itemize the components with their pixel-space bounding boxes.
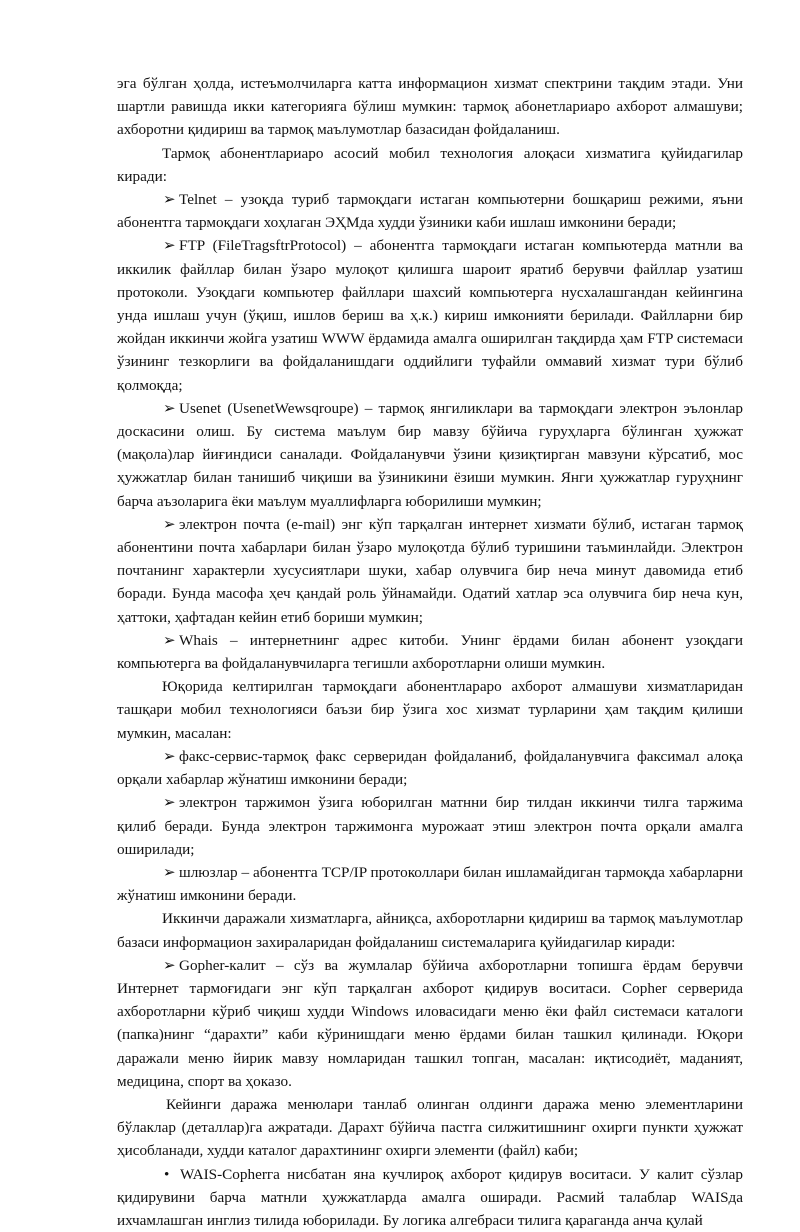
document-page [117, 72, 743, 1232]
bullet-text: Whais – интернетнинг адрес китоби. Унинг ёрдами билан абонент узоқдаги компьютерга ва фойдаланувчиларга тегишли ахборотларни олиши мумкин. [117, 631, 743, 673]
arrow-bullet-icon: ➢ [163, 863, 176, 881]
bullet-item [117, 629, 743, 675]
bullet-item [117, 745, 743, 791]
paragraph: Кейинги даража менюлари танлаб олинган олдинги даража меню элементларини бўлаклар (деталлар)га ажратади. Дарахт бўйича пастга силжитишнинг охирги пункти ҳужжат ҳисобланади, худди каталог дарахтининг охирги элементи (файл) каби; [117, 1095, 743, 1160]
arrow-bullet-icon: ➢ [163, 237, 176, 255]
dot-bullet-item [117, 1163, 743, 1232]
bullet-text: Gopher-калит – сўз ва жумлалар бўйича ахборотларни топишга ёрдам берувчи Интернет тармоғидаги энг кўп тарқалган ахборот қидирув воситаси. Copher серверида ахборотларни кўриб чиқиш худди Windows иловасидаги меню ёки файл системаси каталоги (папка)нинг “дарахти” каби кўринишдаги меню ёрдами билан ташкил қилинади. Юқори даражали меню йирик мавзу номларидан ташкил топган, масалан: иқтисодиёт, маданият, медицина, спорт ва ҳоказо. [117, 956, 743, 1090]
arrow-bullet-icon: ➢ [163, 191, 176, 209]
bullet-text: электрон таржимон ўзига юборилган матнни бир тилдан иккинчи тилга таржима қилиб беради. Бунда электрон таржимонга мурожаат этиш электрон почта орқали амалга оширилади; [117, 794, 743, 858]
paragraph: Иккинчи даражали хизматларга, айниқса, ахборотларни қидириш ва тармоқ маълумотлар базаси информацион захираларидан фойдаланиш системаларига қуйидагилар киради: [117, 910, 743, 951]
bullet-item [117, 954, 743, 1093]
arrow-bullet-icon: ➢ [163, 515, 176, 533]
arrow-bullet-icon: ➢ [163, 399, 176, 417]
paragraph: Юқорида келтирилган тармоқдаги абонентлараро ахборот алмашуви хизматларидан ташқари мобил технологияси баъзи бир ўзига хос хизмат турларини ҳам тақдим қилиши мумкин, масалан: [117, 678, 743, 742]
paragraph: Тармоқ абонентлариаро асосий мобил технология алоқаси хизматига қуйидагилар киради: [117, 144, 743, 185]
bullet-item [117, 234, 743, 396]
bullet-text: Telnet – узоқда туриб тармоқдаги истаган компьютерни бошқариш режими, яъни абонентга тармоқдаги хоҳлаган ЭҲМда худди ўзиники каби ишлаш имконини беради; [117, 191, 743, 232]
bullet-text: FTP (FileTragsftrProtocol) – абонентга тармоқдаги истаган компьютерда матнли ва иккилик файллар билан ўзаро мулоқот қилишга шароит яратиб берувчи файллар узатиш протоколи. Узоқдаги компьютер файллари шахсий компьютерга нусхалашгандан кейингина унда ишлаш учун (ўқиш, ишлов бериш ва ҳ.к.) кириш имконияти берилади. Файлларни бир жойдан иккинчи жойга узатиш WWW ёрдамида амалга оширилган тақдирда ҳам FTP системаси ўзининг тезкорлиги ва фойдаланишдаги оддийлиги туфайли оммавий хизмат тури бўлиб қолмоқда; [117, 237, 743, 394]
bullet-item [117, 397, 743, 513]
bullet-text: WAIS-Copherга нисбатан яна кучлироқ ахборот қидирув воситаси. У калит сўзлар қидирувини барча матнли ҳужжатларда амалга оширади. Расмий талаблар WAISда ихчамлашган инглиз тилида юборилади. Бу логика алгебраси тилига қараганда анча қулай [117, 1165, 743, 1229]
bullet-item [117, 513, 743, 629]
bullet-text: шлюзлар – абонентга TCP/IP протоколлари билан ишламайдиган тармоқда хабарларни жўнатиш имконини беради. [117, 863, 743, 905]
arrow-bullet-icon: ➢ [163, 956, 176, 974]
bullet-item [117, 861, 743, 907]
paragraph: эга бўлган ҳолда, истеъмолчиларга катта информацион хизмат спектрини тақдим этади. Уни шартли равишда икки категорияга бўлиш мумкин: тармоқ абонетлариаро ахборот алмашуви; ахборотни қидириш ва тармоқ маълумотлар базасидан фойдаланиш. [117, 75, 743, 139]
bullet-item [117, 791, 743, 861]
arrow-bullet-icon: ➢ [163, 631, 176, 649]
bullet-item [117, 188, 743, 234]
dot-bullet-icon: • [164, 1165, 170, 1183]
bullet-text: Usenet (UsenetWewsqroupe) – тармоқ янгиликлари ва тармоқдаги электрон эълонлар доскасини олиш. Бу система маълум бир мавзу бўйича гуруҳларга бўлинган ҳужжат (мақола)лар йиғиндиси саналади. Фойдаланувчи ўзини қизиқтирган мавзуни кўрсатиб, мос ҳужжатлар билан танишиб чиқиши ва ўзиникини ёзиши мумкин. Янги ҳужжатлар гуруҳнинг барча аъзоларига ёки маълум муаллифларга юборилиши мумкин; [117, 399, 743, 510]
arrow-bullet-icon: ➢ [163, 747, 176, 765]
arrow-bullet-icon: ➢ [163, 794, 176, 812]
bullet-text: факс-сервис-тармоқ факс серверидан фойдаланиб, фойдаланувчига факсимал алоқа орқали хабарлар жўнатиш имконини беради; [117, 747, 743, 789]
bullet-text: электрон почта (e-mail) энг кўп тарқалган интернет хизмати бўлиб, истаган тармоқ абонентини почта хабарлари билан ўзаро мулоқотда бўлиб туришини таъминлайди. Электрон почтанинг характерли хусусиятлари шуки, хабар олувчига бир неча минут давомида етиб боради. Бунда масофа ҳеч қандай роль ўйнамайди. Одатий хатлар эса олувчига бир неча кун, ҳаттоки, ҳафтадан кейин етиб бориши мумкин; [117, 515, 743, 626]
